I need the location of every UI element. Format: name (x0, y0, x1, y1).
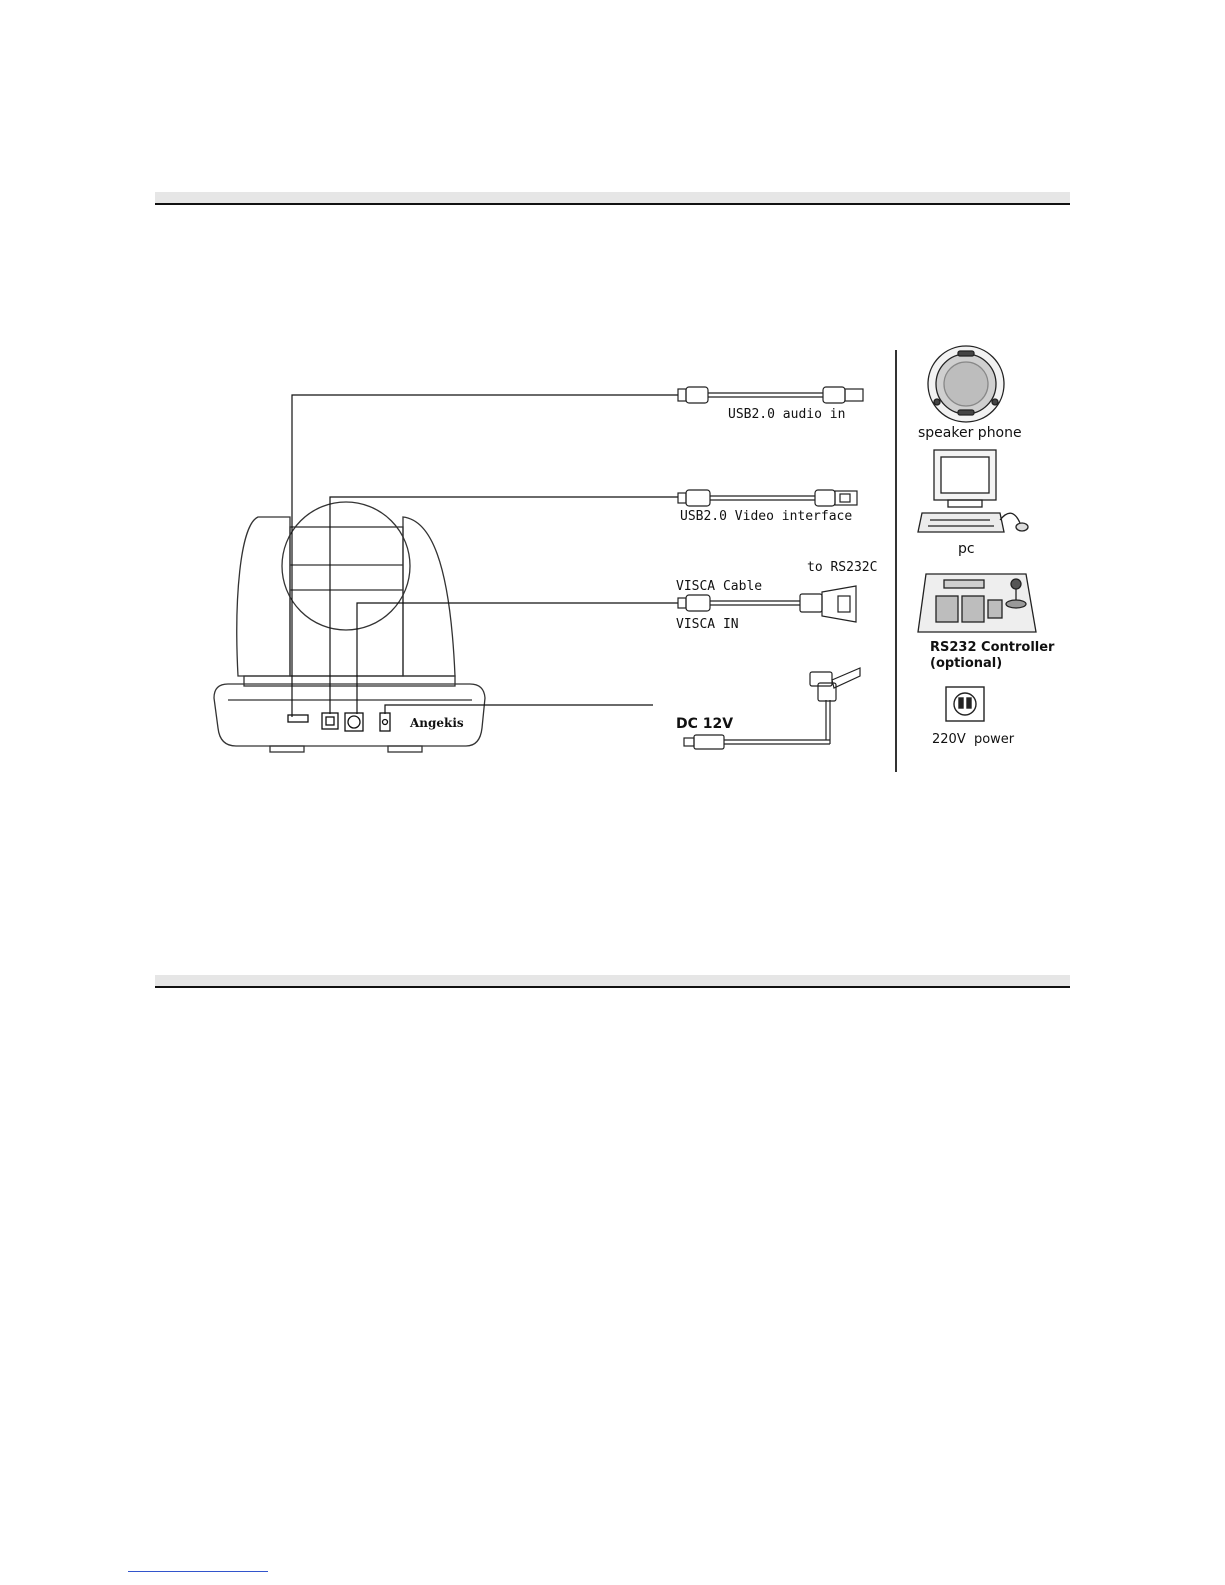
usb-video-cable (678, 490, 857, 506)
label-controller-optional: (optional) (930, 656, 1003, 671)
label-power: 220V power (932, 732, 1015, 747)
label-pc: pc (958, 541, 975, 557)
label-visca-in: VISCA IN (676, 617, 739, 632)
power-outlet-icon (946, 687, 984, 721)
camera-head (290, 527, 403, 676)
dc-adapter-cable (684, 668, 860, 749)
leader-usb-audio (292, 395, 678, 717)
label-dc: DC 12V (676, 716, 734, 732)
usb-audio-cable (678, 387, 863, 403)
leader-dc (385, 705, 653, 714)
label-visca-cable: VISCA Cable (676, 579, 763, 594)
camera-lens (282, 502, 410, 630)
label-to-rs232c: to RS232C (807, 560, 878, 575)
leader-visca (357, 603, 678, 714)
dc-port (380, 713, 390, 731)
pc-icon (918, 450, 1028, 532)
speaker-phone-icon (928, 346, 1004, 422)
label-usb-video: USB2.0 Video interface (680, 509, 853, 524)
controller-icon (918, 574, 1036, 632)
camera-base (214, 684, 485, 746)
camera-right-arm (403, 517, 455, 676)
label-speaker-phone: speaker phone (918, 425, 1022, 441)
brand-logo: Angekis (410, 716, 464, 730)
ptz-camera (214, 502, 485, 752)
leader-lines (292, 395, 678, 717)
usb-video-port (322, 713, 338, 729)
camera-left-arm (237, 517, 290, 676)
leader-usb-video (330, 497, 678, 714)
label-usb-audio: USB2.0 audio in (728, 407, 846, 422)
label-controller: RS232 Controller (930, 640, 1055, 655)
usb-audio-port (288, 715, 308, 722)
